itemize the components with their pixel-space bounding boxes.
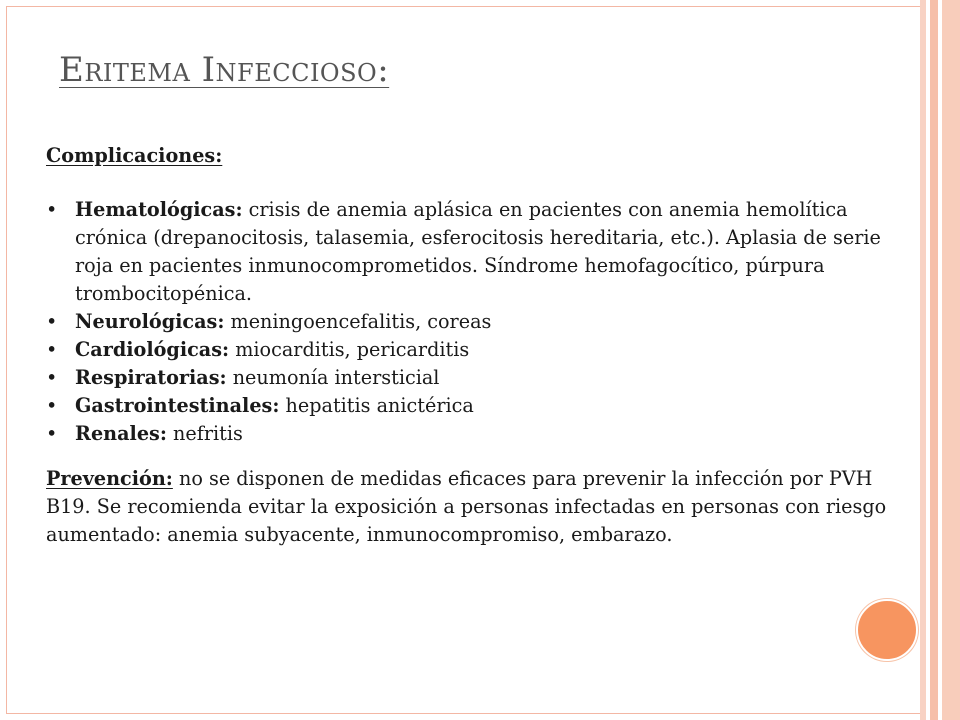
prevention-label: Prevención: [46, 467, 173, 490]
decorative-circle [856, 599, 918, 661]
item-label: Renales: [75, 422, 167, 445]
item-text: nefritis [166, 422, 243, 445]
item-label: Gastrointestinales: [75, 394, 280, 417]
item-text: neumonía intersticial [226, 366, 440, 389]
item-label: Cardiológicas: [75, 338, 230, 361]
prevention-text: no se disponen de medidas eficaces para prevenir la infección por PVH B19. Se recomienda evitar la exposición a personas infectadas en personas con riesgo aumentado: anemia subyacente, inmunocompromiso, embarazo. [46, 467, 887, 546]
item-text: miocarditis, pericarditis [229, 338, 470, 361]
list-item [46, 336, 896, 364]
list-item [46, 196, 896, 308]
stripe [942, 0, 960, 720]
decorative-side-stripes [920, 0, 960, 720]
list-item [46, 308, 896, 336]
prevention-paragraph [46, 465, 896, 549]
slide-title: Eritema Infeccioso: [59, 50, 390, 90]
item-text: hepatitis anictérica [279, 394, 474, 417]
complications-heading: Complicaciones: [46, 144, 223, 167]
item-label: Respiratorias: [75, 366, 227, 389]
list-item [46, 420, 896, 448]
item-text: meningoencefalitis, coreas [224, 310, 492, 333]
complications-list [46, 196, 896, 448]
item-label: Neurológicas: [75, 310, 225, 333]
slide-body [46, 142, 896, 549]
stripe [930, 0, 938, 720]
list-item [46, 364, 896, 392]
item-text: crisis de anemia aplásica en pacientes con anemia hemolítica crónica (drepanocitosis, talasemia, esferocitosis hereditaria, etc.). Aplasia de serie roja en pacientes inmunocomprometidos. Síndrome hemofagocítico, púrpura trombocitopénica. [75, 198, 881, 305]
item-label: Hematológicas: [75, 198, 243, 221]
list-item [46, 392, 896, 420]
